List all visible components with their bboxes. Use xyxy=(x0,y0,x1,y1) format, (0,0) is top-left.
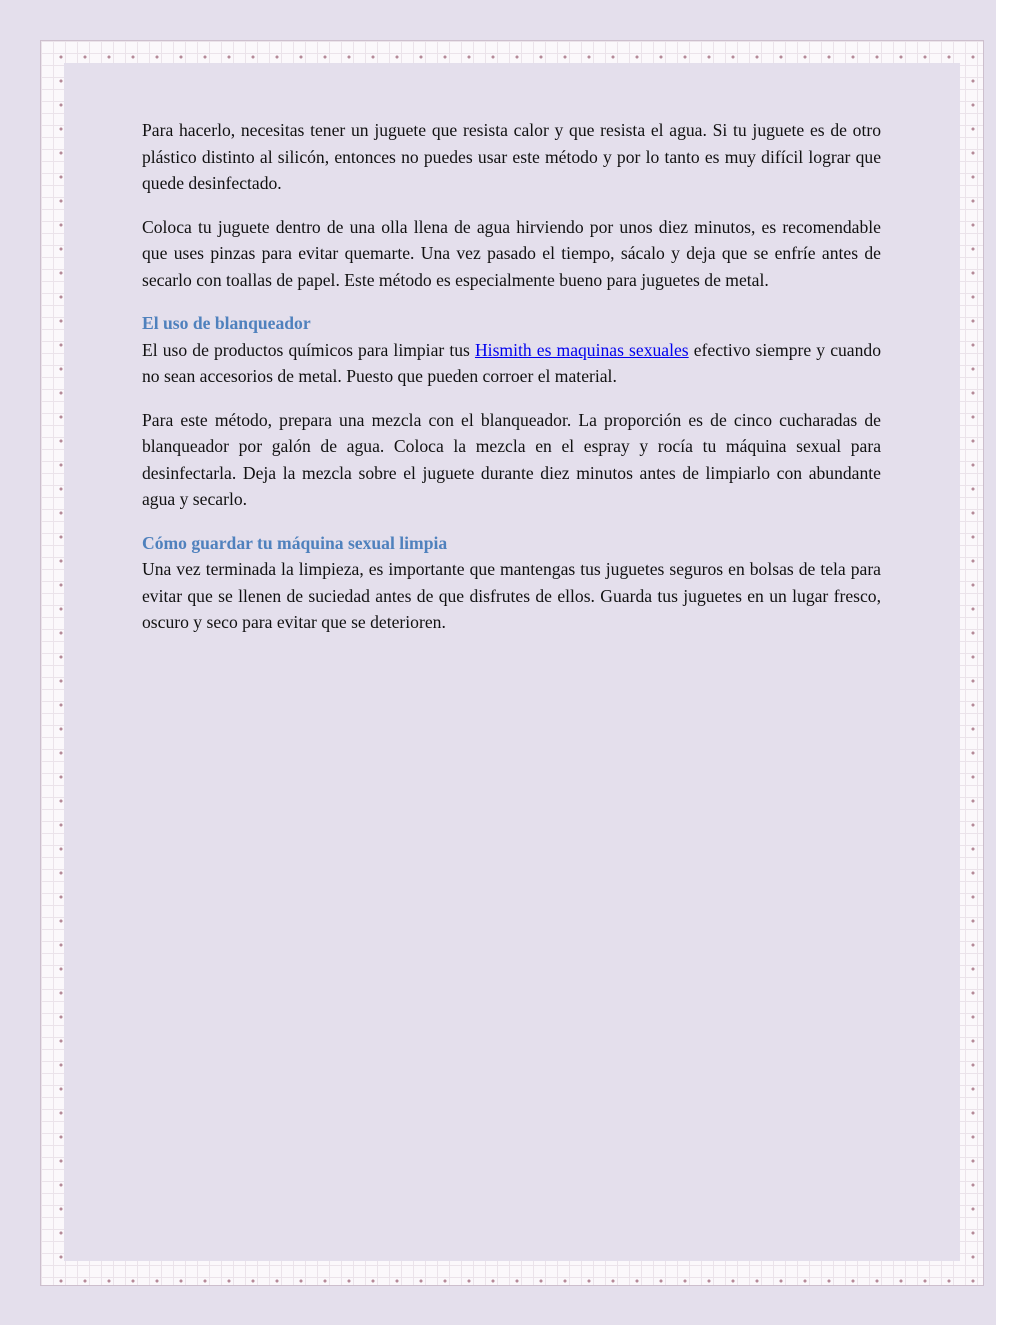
paragraph-boiling-method: Coloca tu juguete dentro de una olla llena de agua hirviendo por unos diez minutos, es recomendable que uses pinzas para evitar quemarte. Una vez pasado el tiempo, sácalo y deja que se enfríe antes de secarlo con toallas de papel. Este método es especialmente bueno para juguetes de metal. xyxy=(142,216,881,290)
section-heading-storage: Cómo guardar tu máquina sexual limpia xyxy=(142,532,448,553)
bleach-text-before-link: El uso de productos químicos para limpiar tus xyxy=(142,339,475,360)
section-bleach xyxy=(142,310,881,390)
section-storage xyxy=(142,530,881,636)
paragraph-bleach-method: Para este método, prepara una mezcla con el blanqueador. La proporción es de cinco cucharadas de blanqueador por galón de agua. Coloca la mezcla en el espray y rocía tu máquina sexual para desinfectarla. Deja la mezcla sobre el juguete durante diez minutos antes de limpiarlo con abundante agua y secarlo. xyxy=(142,409,881,509)
document-body xyxy=(142,117,881,653)
section-heading-bleach: El uso de blanqueador xyxy=(142,313,311,333)
hismith-link[interactable]: Hismith es maquinas sexuales xyxy=(474,339,689,360)
paragraph-heat-resistance: Para hacerlo, necesitas tener un juguete que resista calor y que resista el agua. Si tu juguete es de otro plástico distinto al silicón, entonces no puedes usar este método y por lo tanto es muy difícil lograr que quede desinfectado. xyxy=(142,120,881,193)
bleach-text-after-link: efectivo siempre y cuando no sean accesorios de metal. Puesto que pueden corroer el material. xyxy=(142,339,881,386)
storage-text: Una vez terminada la limpieza, es importante que mantengas tus juguetes seguros en bolsas de tela para evitar que se llenen de suciedad antes de que disfrutes de ellos. Guarda tus juguetes en un lugar fresco, oscuro y seco para evitar que se deterioren. xyxy=(142,559,881,632)
